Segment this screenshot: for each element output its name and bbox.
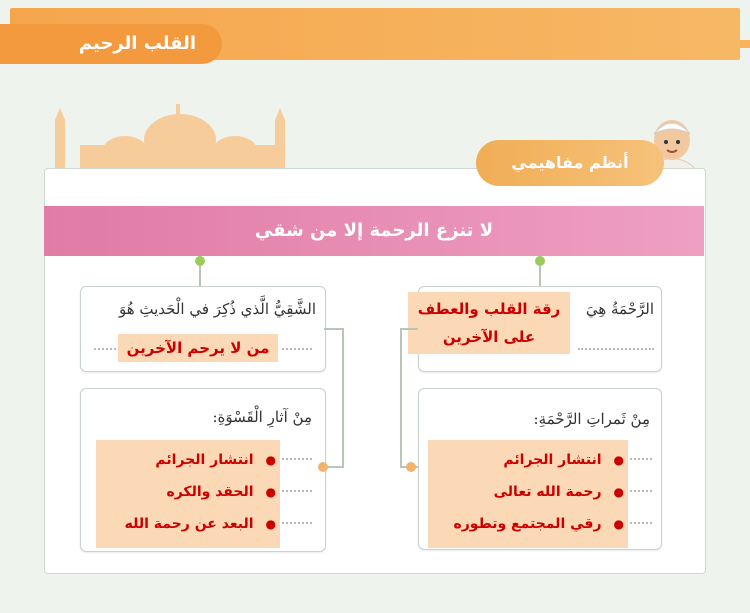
concept-map-title: لا تنزع الرحمة إلا من شقي bbox=[44, 206, 704, 256]
connector-dot bbox=[318, 462, 328, 472]
mercy-fruits-answers bbox=[428, 440, 628, 548]
connector-line bbox=[400, 328, 418, 330]
mercy-fruits-label: مِنْ ثَمراتِ الرَّحْمَةِ: bbox=[533, 410, 650, 428]
answer-line bbox=[630, 522, 652, 524]
bullet-icon: ● bbox=[265, 517, 276, 531]
list-item: ●البعد عن رحمة الله bbox=[96, 508, 280, 540]
wretched-definition-answer: من لا يرحم الآخرين bbox=[118, 334, 278, 362]
bullet-icon: ● bbox=[265, 485, 276, 499]
list-item: ●انتشار الجرائم bbox=[96, 444, 280, 476]
list-item: ●الحقد والكره bbox=[96, 476, 280, 508]
lesson-title: القلب الرحيم bbox=[0, 24, 222, 64]
answer-line bbox=[94, 348, 116, 350]
answer-line bbox=[630, 458, 652, 460]
answer-line bbox=[282, 348, 312, 350]
mercy-answer-line-2: على الآخرين bbox=[442, 328, 536, 346]
answer-line bbox=[578, 348, 654, 350]
mercy-definition-label: الرَّحْمَةُ هِيَ bbox=[585, 300, 654, 318]
list-item: ●رقي المجتمع وتطوره bbox=[428, 508, 628, 540]
wretched-definition-label: الشَّقِيُّ الَّذي ذُكِرَ في الْحَديثِ هُوَ bbox=[118, 300, 316, 318]
section-title: أنظم مفاهيمي bbox=[476, 140, 664, 186]
cruelty-effects-answers bbox=[96, 440, 280, 548]
cruelty-effects-list bbox=[96, 444, 280, 540]
cruelty-effects-label: مِنْ آثارِ الْقَسْوَةِ: bbox=[212, 408, 312, 426]
mercy-definition-answer bbox=[408, 292, 570, 354]
answer-line bbox=[282, 490, 312, 492]
mercy-fruits-list bbox=[428, 444, 628, 540]
connector-line bbox=[342, 328, 344, 466]
bullet-icon: ● bbox=[613, 485, 624, 499]
list-item: ●رحمة الله تعالى bbox=[428, 476, 628, 508]
answer-line bbox=[282, 522, 312, 524]
bullet-icon: ● bbox=[265, 453, 276, 467]
connector-dot bbox=[195, 256, 205, 266]
bullet-icon: ● bbox=[613, 453, 624, 467]
list-item: ●انتشار الجرائم bbox=[428, 444, 628, 476]
mosque-silhouette-icon bbox=[50, 100, 300, 170]
connector-dot bbox=[406, 462, 416, 472]
connector-dot bbox=[535, 256, 545, 266]
answer-line bbox=[630, 490, 652, 492]
connector-line bbox=[400, 328, 402, 466]
mercy-answer-line-1: رقة القلب والعطف bbox=[417, 300, 561, 318]
answer-line bbox=[282, 458, 312, 460]
bullet-icon: ● bbox=[613, 517, 624, 531]
connector-line bbox=[324, 328, 344, 330]
